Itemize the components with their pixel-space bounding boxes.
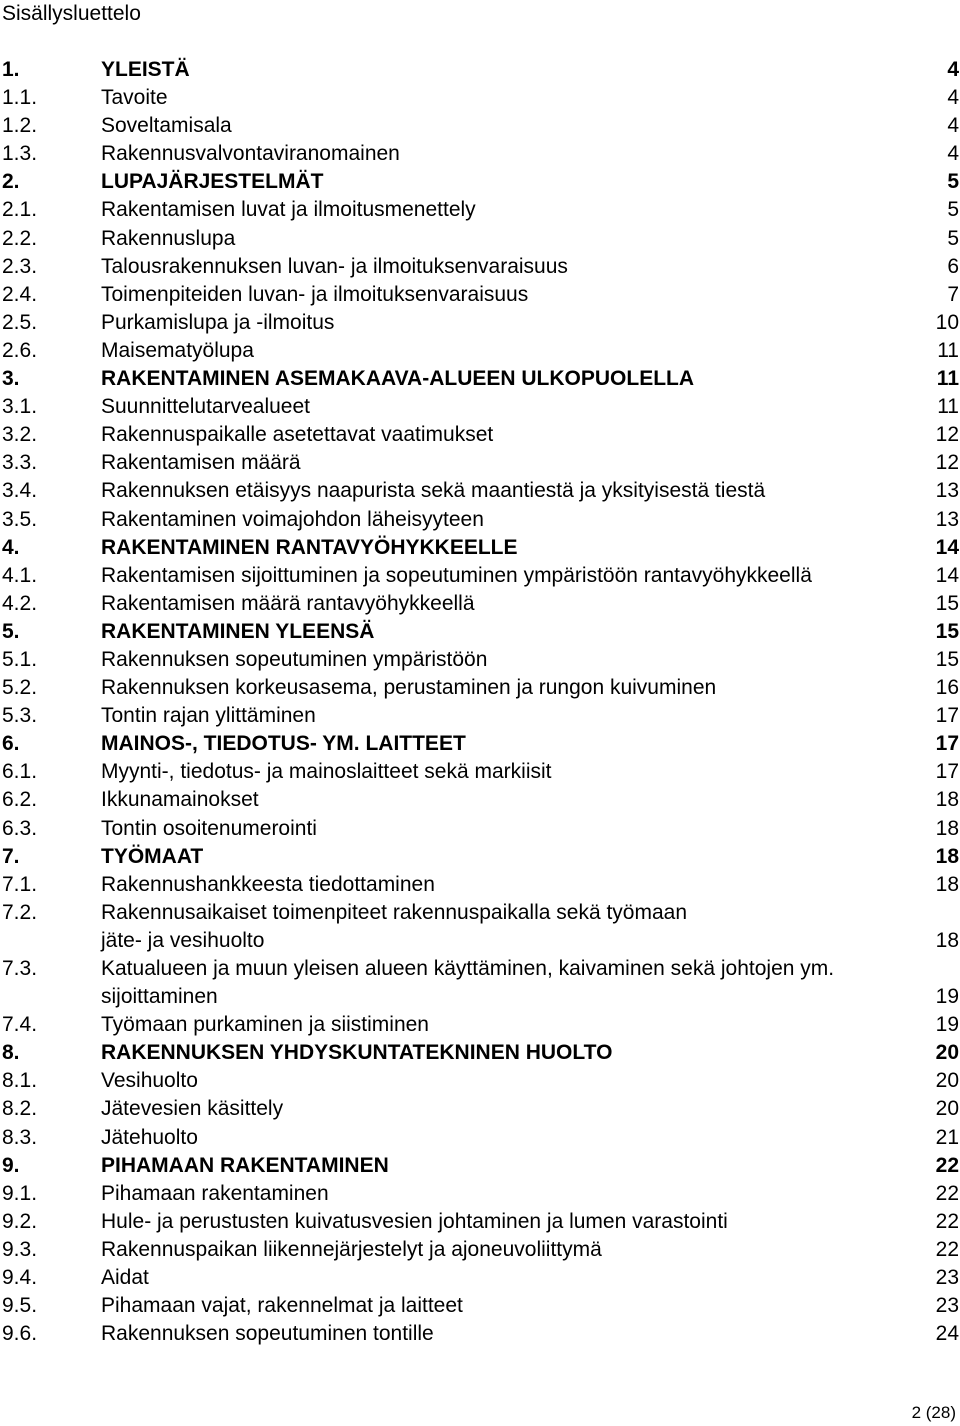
toc-page-number: 22 [935,1237,959,1261]
toc-number: 1. [2,58,20,81]
toc-page-number: 7 [947,282,959,306]
toc-title: Jätevesien käsittely [101,1097,284,1121]
toc-number: 3.2. [2,423,38,447]
toc-title: TYÖMAAT [101,844,204,868]
toc-page-number: 13 [935,507,959,531]
toc-number: 1.3. [2,142,38,166]
toc-number: 8.1. [2,1069,38,1093]
toc-number: 5. [2,619,20,643]
toc-title: Rakennuksen etäisyys naapurista sekä maantiestä ja yksityisestä tiestä [101,479,766,503]
toc-title: Suunnittelutarvealueet [101,395,310,419]
toc-section-row[interactable] [2,758,960,786]
toc-section-row[interactable] [2,702,960,730]
toc-title: Rakentamisen määrä [101,451,301,475]
toc-page-number: 18 [935,928,959,952]
toc-number: 9.4. [2,1266,38,1290]
toc-section-row[interactable] [2,562,960,590]
toc-title-line: jäte- ja vesihuolto [101,928,265,952]
toc-title: RAKENTAMINEN RANTAVYÖHYKKEELLE [101,535,518,559]
toc-section-row[interactable] [2,253,960,281]
toc-number: 6.1. [2,760,38,784]
toc-title: Rakentamisen luvat ja ilmoitusmenettely [101,198,476,222]
toc-section-row[interactable] [2,1292,960,1320]
toc-page-number: 22 [935,1181,959,1205]
toc-title: YLEISTÄ [101,58,190,81]
toc-page-number: 11 [936,367,959,391]
toc-page-number: 18 [935,844,959,868]
toc-page-number: 6 [947,254,959,278]
toc-page-number: 5 [947,170,959,194]
toc-number: 4. [2,535,20,559]
toc-section-row[interactable] [2,955,960,1011]
toc-number: 3.3. [2,451,38,475]
toc-page-number: 12 [935,423,959,447]
toc-number: 1.1. [2,86,38,110]
toc-title: Tavoite [101,86,168,110]
toc-number: 9.5. [2,1294,38,1318]
toc-section-row[interactable] [2,1264,960,1292]
toc-section-row[interactable] [2,1011,960,1039]
toc-section-row[interactable] [2,1180,960,1208]
toc-chapter-row[interactable] [2,534,960,562]
toc-number: 2.2. [2,226,38,250]
toc-title: Vesihuolto [101,1069,198,1093]
toc-title: PIHAMAAN RAKENTAMINEN [101,1153,389,1177]
toc-page-number: 17 [935,760,959,784]
toc-page-number: 5 [947,198,959,222]
toc-title: Hule- ja perustusten kuivatusvesien johtaminen ja lumen varastointi [101,1209,728,1233]
toc-number: 9. [2,1153,20,1177]
toc-section-row[interactable] [2,1236,960,1264]
toc-number: 9.2. [2,1209,38,1233]
toc-section-row[interactable] [2,337,960,365]
toc-section-row[interactable] [2,112,960,140]
toc-page-number: 22 [935,1153,959,1177]
toc-section-row[interactable] [2,506,960,534]
toc-title: Pihamaan vajat, rakennelmat ja laitteet [101,1294,463,1318]
toc-title: Rakennushankkeesta tiedottaminen [101,872,435,896]
toc-section-row[interactable] [2,899,960,955]
toc-number: 7.1. [2,872,38,896]
toc-title: Rakennusvalvontaviranomainen [101,142,400,166]
toc-page-number: 5 [947,226,959,250]
toc-number: 9.1. [2,1181,38,1205]
toc-chapter-row[interactable] [2,730,960,758]
toc-page-number: 15 [935,591,959,615]
toc-section-row[interactable] [2,674,960,702]
toc-chapter-row[interactable] [2,365,960,393]
toc-number: 9.6. [2,1322,38,1346]
toc-number: 8.2. [2,1097,38,1121]
toc-page-number: 21 [935,1125,959,1149]
toc-page-number: 23 [935,1294,959,1318]
toc-section-row[interactable] [2,871,960,899]
toc-page-number: 14 [935,563,959,587]
toc-title-line: Rakennusaikaiset toimenpiteet rakennuspaikalla sekä työmaan [101,900,688,924]
toc-title: RAKENTAMINEN ASEMAKAAVA-ALUEEN ULKOPUOLELLA [101,367,695,391]
toc-number: 4.1. [2,563,38,587]
toc-section-row[interactable] [2,815,960,843]
toc-page-number: 10 [935,310,959,334]
toc-number: 7.4. [2,1013,38,1037]
toc-title: Soveltamisala [101,114,232,138]
toc-page-number: 18 [935,816,959,840]
toc-section-row[interactable] [2,477,960,505]
toc-chapter-row[interactable] [2,1152,960,1180]
toc-section-row[interactable] [2,1095,960,1123]
toc-number: 3.5. [2,507,38,531]
toc-page-number: 20 [935,1097,959,1121]
toc-number: 7.3. [2,957,38,980]
toc-section-row[interactable] [2,1208,960,1236]
toc-title: Rakennuspaikan liikennejärjestelyt ja ajoneuvoliittymä [101,1237,602,1261]
toc-number: 6. [2,732,20,756]
toc-page-number: 22 [935,1209,959,1233]
toc-title: RAKENNUKSEN YHDYSKUNTATEKNINEN HUOLTO [101,1041,613,1065]
toc-number: 6.3. [2,816,38,840]
toc-title [101,955,834,1011]
toc-page-number: 14 [935,535,959,559]
toc-title: Rakentamisen sijoittuminen ja sopeutuminen ympäristöön rantavyöhykkeellä [101,563,812,587]
toc-number: 5.1. [2,647,38,671]
toc-section-row[interactable] [2,449,960,477]
toc-number: 8. [2,1041,20,1065]
toc-page-number: 11 [937,395,959,419]
toc-number: 1.2. [2,114,38,138]
toc-title: Rakennuksen sopeutuminen ympäristöön [101,647,488,671]
toc-section-row[interactable] [2,225,960,253]
toc-number: 8.3. [2,1125,38,1149]
toc-page-number: 18 [935,788,959,812]
toc-number: 6.2. [2,788,38,812]
toc-number: 7. [2,844,20,868]
toc-number: 2.6. [2,338,38,362]
toc-page-number: 16 [935,676,959,700]
toc-page-number: 12 [935,451,959,475]
toc-number: 3.4. [2,479,38,503]
toc-title: Purkamislupa ja -ilmoitus [101,310,335,334]
toc-page-number: 20 [935,1069,959,1093]
toc-title: Tontin rajan ylittäminen [101,704,316,728]
toc-number: 7.2. [2,900,38,924]
toc-title-line: sijoittaminen [101,985,218,1008]
toc-page-number: 13 [935,479,959,503]
toc-page-number: 17 [935,704,959,728]
toc-number: 2.5. [2,310,38,334]
toc-section-row[interactable] [2,421,960,449]
toc-section-row[interactable] [2,140,960,168]
toc-section-row[interactable] [2,1124,960,1152]
toc-number: 2.4. [2,282,38,306]
toc-title: Rakennuslupa [101,226,236,250]
toc-section-row[interactable] [2,646,960,674]
toc-chapter-row[interactable] [2,843,960,871]
toc-section-row[interactable] [2,393,960,421]
toc-page-number: 11 [937,338,959,362]
toc-page-number: 4 [947,142,959,166]
toc-title: Pihamaan rakentaminen [101,1181,329,1205]
toc-chapter-row[interactable] [2,1039,960,1067]
toc-title: Ikkunamainokset [101,788,259,812]
toc-title: Rakennuksen korkeusasema, perustaminen ja rungon kuivuminen [101,676,717,700]
toc-title: Jätehuolto [101,1125,198,1149]
toc-chapter-row[interactable] [2,168,960,196]
toc-number: 4.2. [2,591,38,615]
toc-title [101,899,687,955]
toc-number: 5.2. [2,676,38,700]
page-title: Sisällysluettelo [2,2,141,25]
toc-title: Aidat [101,1266,149,1290]
toc-section-row[interactable] [2,1067,960,1095]
toc-title: Rakennuksen sopeutuminen tontille [101,1322,434,1346]
toc-page-number: 4 [947,86,959,110]
toc-section-row[interactable] [2,196,960,224]
toc-page-number: 17 [935,732,959,756]
page-number: 2 (28) [911,1403,956,1422]
toc-title-line: Katualueen ja muun yleisen alueen käyttäminen, kaivaminen sekä johtojen ym. [101,957,835,980]
toc-title: RAKENTAMINEN YLEENSÄ [101,619,375,643]
toc-number: 3.1. [2,395,38,419]
toc-section-row[interactable] [2,84,960,112]
toc-title: MAINOS-, TIEDOTUS- YM. LAITTEET [101,732,466,756]
toc-title: Toimenpiteiden luvan- ja ilmoituksenvaraisuus [101,282,529,306]
toc-section-row[interactable] [2,786,960,814]
toc-page-number: 4 [947,114,959,138]
toc-page-number: 24 [935,1322,959,1346]
toc-page-number: 15 [935,647,959,671]
toc-page-number: 23 [935,1266,959,1290]
toc-title: LUPAJÄRJESTELMÄT [101,170,324,194]
toc-number: 2.3. [2,254,38,278]
toc-title: Rakentamisen määrä rantavyöhykkeellä [101,591,475,615]
toc-number: 5.3. [2,704,38,728]
toc-number: 2. [2,170,20,194]
toc-section-row[interactable] [2,1320,960,1348]
toc-chapter-row[interactable] [2,56,960,84]
toc-title: Rakennuspaikalle asetettavat vaatimukset [101,423,494,447]
toc-title: Maisematyölupa [101,338,254,362]
toc-title: Työmaan purkaminen ja siistiminen [101,1013,429,1037]
toc-page-number: 4 [947,58,959,81]
toc-number: 2.1. [2,198,38,222]
toc-title: Talousrakennuksen luvan- ja ilmoituksenvaraisuus [101,254,568,278]
toc-page-number: 20 [935,1041,959,1065]
toc-chapter-row[interactable] [2,618,960,646]
toc-page-number: 19 [935,1013,959,1037]
toc-title: Rakentaminen voimajohdon läheisyyteen [101,507,484,531]
toc-title: Myynti-, tiedotus- ja mainoslaitteet sekä markiisit [101,760,552,784]
toc-page-number: 19 [935,985,959,1008]
toc-page-number: 15 [935,619,959,643]
toc-section-row[interactable] [2,590,960,618]
toc-page-number: 18 [935,872,959,896]
toc-section-row[interactable] [2,309,960,337]
toc-title: Tontin osoitenumerointi [101,816,317,840]
toc-section-row[interactable] [2,281,960,309]
toc-number: 9.3. [2,1237,38,1261]
toc-number: 3. [2,367,20,391]
table-of-contents [2,56,960,1348]
